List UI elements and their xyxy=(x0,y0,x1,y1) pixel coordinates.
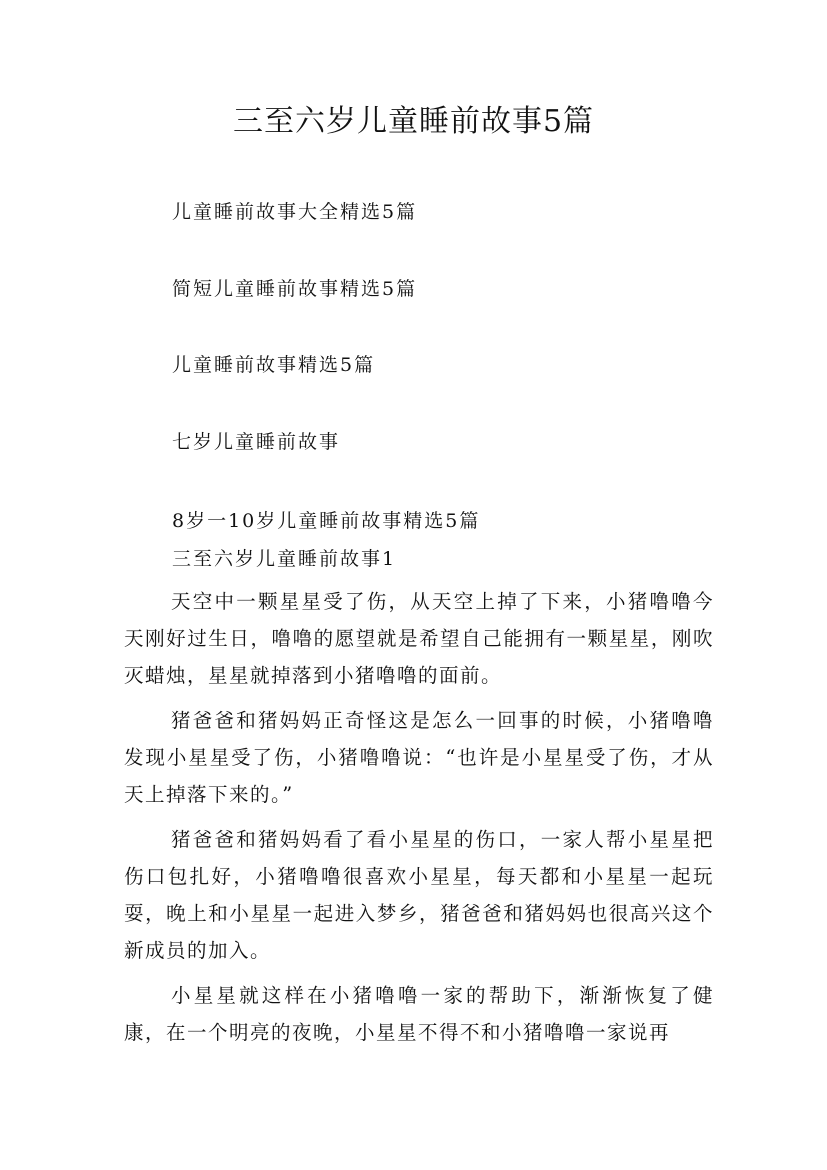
toc-item: 8岁一10岁儿童睡前故事精选5篇 xyxy=(172,510,481,532)
story-paragraph: 猪爸爸和猪妈妈看了看小星星的伤口，一家人帮小星星把伤口包扎好，小猪噜噜很喜欢小星星，每天都和小星星一起玩耍，晚上和小星星一起进入梦乡，猪爸爸和猪妈妈也很高兴这个新成员的加入。 xyxy=(124,828,714,962)
section-heading: 三至六岁儿童睡前故事1 xyxy=(172,548,397,570)
toc-item: 儿童睡前故事大全精选5篇 xyxy=(172,201,418,223)
toc-item: 儿童睡前故事精选5篇 xyxy=(172,354,376,376)
story-paragraph: 小星星就这样在小猪噜噜一家的帮助下，渐渐恢复了健康，在一个明亮的夜晚，小星星不得不和小猪噜噜一家说再 xyxy=(124,984,714,1044)
toc-item: 七岁儿童睡前故事 xyxy=(172,431,341,453)
document-title: 三至六岁儿童睡前故事5篇 xyxy=(232,104,595,139)
toc-item: 简短儿童睡前故事精选5篇 xyxy=(172,278,418,300)
story-body xyxy=(124,583,714,1051)
story-paragraph: 猪爸爸和猪妈妈正奇怪这是怎么一回事的时候，小猪噜噜发现小星星受了伤，小猪噜噜说：“也许是小星星受了伤，才从天上掉落下来的。” xyxy=(124,709,714,806)
story-paragraph: 天空中一颗星星受了伤，从天空上掉了下来，小猪噜噜今天刚好过生日，噜噜的愿望就是希望自己能拥有一颗星星，刚吹灭蜡烛，星星就掉落到小猪噜噜的面前。 xyxy=(124,590,714,687)
